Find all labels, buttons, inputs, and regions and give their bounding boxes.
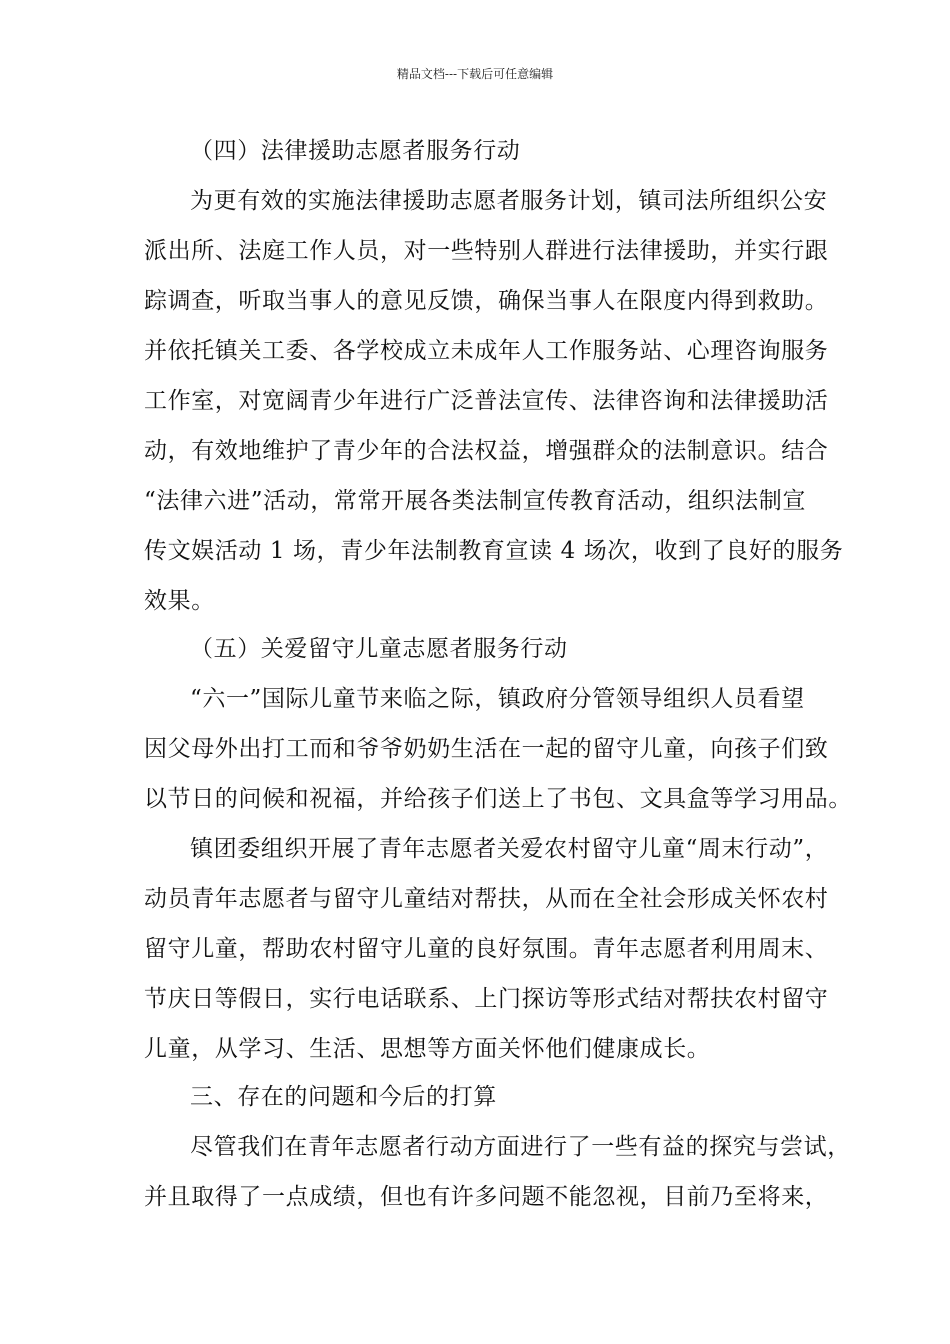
paragraph-line: 尽管我们在青年志愿者行动方面进行了一些有益的探究与尝试， xyxy=(190,1134,851,1160)
paragraph-line: 以节日的问候和祝福，并给孩子们送上了书包、文具盒等学习用品。 xyxy=(144,786,852,812)
page-header: 精品文档---下载后可任意编辑 xyxy=(396,67,554,81)
paragraph-line: 派出所、法庭工作人员，对一些特别人群进行法律援助，并实行跟 xyxy=(144,238,829,264)
paragraph-line: 因父母外出打工而和爷爷奶奶生活在一起的留守儿童，向孩子们致 xyxy=(144,736,829,762)
section-heading: 三、存在的问题和今后的打算 xyxy=(190,1084,497,1110)
section-heading: （四）法律援助志愿者服务行动 xyxy=(190,138,521,164)
paragraph-line: 动员青年志愿者与留守儿童结对帮扶，从而在全社会形成关怀农村 xyxy=(144,886,829,912)
paragraph-line: “法律六进”活动，常常开展各类法制宣传教育活动，组织法制宣 xyxy=(144,488,806,514)
paragraph-line: 为更有效的实施法律援助志愿者服务计划，镇司法所组织公安 xyxy=(190,188,828,214)
paragraph-line: 效果。 xyxy=(144,588,215,614)
paragraph-line: 节庆日等假日，实行电话联系、上门探访等形式结对帮扶农村留守 xyxy=(144,986,829,1012)
paragraph-line: 并且取得了一点成绩，但也有许多问题不能忽视，目前乃至将来， xyxy=(144,1184,829,1210)
paragraph-line: “六一”国际儿童节来临之际，镇政府分管领导组织人员看望 xyxy=(190,686,805,712)
paragraph-line: 踪调查，听取当事人的意见反馈，确保当事人在限度内得到救助。 xyxy=(144,288,829,314)
section-heading: （五）关爱留守儿童志愿者服务行动 xyxy=(190,636,568,662)
paragraph-line: 留守儿童，帮助农村留守儿童的良好氛围。青年志愿者利用周末、 xyxy=(144,936,829,962)
paragraph-line: 儿童，从学习、生活、思想等方面关怀他们健康成长。 xyxy=(144,1036,711,1062)
paragraph-line: 并依托镇关工委、各学校成立未成年人工作服务站、心理咨询服务 xyxy=(144,338,829,364)
paragraph-line: 镇团委组织开展了青年志愿者关爱农村留守儿童“周末行动”， xyxy=(190,836,829,862)
paragraph-line: 工作室，对宽阔青少年进行广泛普法宣传、法律咨询和法律援助活 xyxy=(144,388,829,414)
paragraph-line: 动，有效地维护了青少年的合法权益，增强群众的法制意识。结合 xyxy=(144,438,829,464)
paragraph-line: 传文娱活动 1 场，青少年法制教育宣读 4 场次，收到了良好的服务 xyxy=(144,538,844,564)
